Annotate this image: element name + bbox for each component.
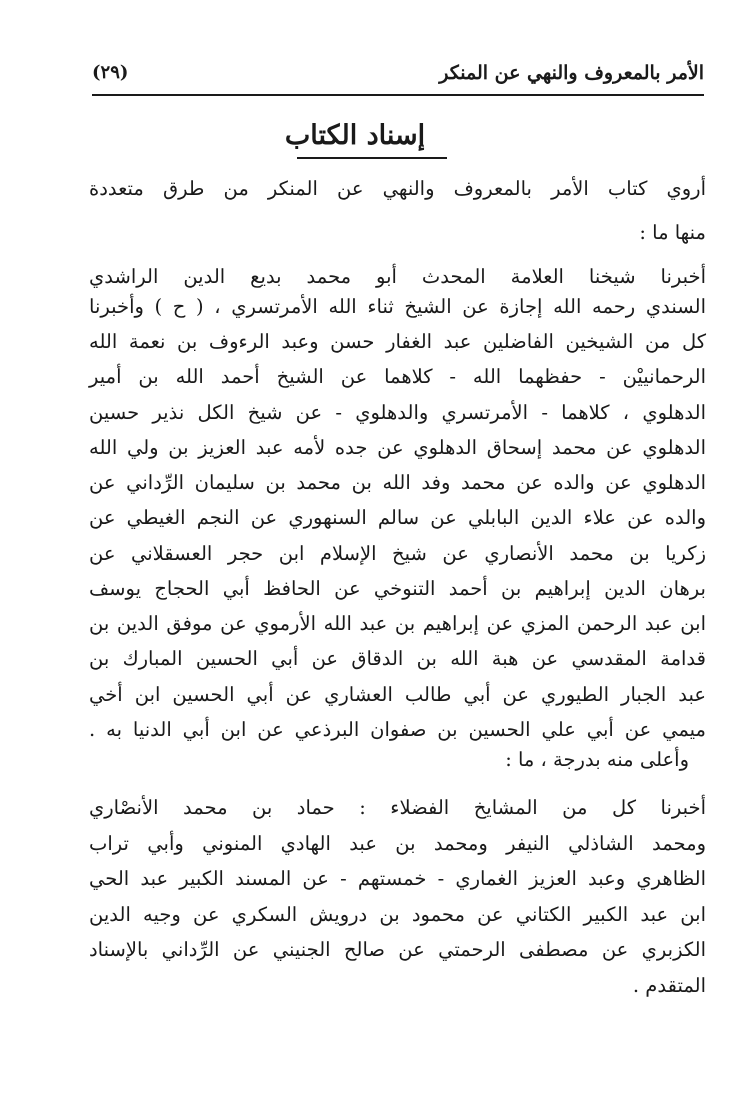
text-line: ميمي عن أبي علي الحسين بن صفوان البرذعي عن ابن أبي الدنيا به . bbox=[89, 718, 706, 741]
text-line: وأعلى منه بدرجة ، ما : bbox=[505, 748, 689, 771]
text-line: ومحمد الشاذلي النيفر ومحمد بن عبد الهادي المنوني وأبي تراب bbox=[89, 832, 706, 855]
section-title-underline bbox=[297, 157, 447, 159]
text-line: والده عن علاء الدين البابلي عن سالم السنهوري عن النجم الغيطي عن bbox=[89, 506, 706, 529]
text-line: أروي كتاب الأمر بالمعروف والنهي عن المنكر من طرق متعددة bbox=[89, 177, 706, 200]
text-line: الدهلوي عن والده عن محمد وفد الله بن محمد بن سليمان الرِّداني عن bbox=[89, 471, 706, 494]
text-line: أخبرنا كل من المشايخ الفضلاء : حماد بن محمد الأنصْاري bbox=[89, 796, 706, 819]
text-line: الرحمانييْن - حفظهما الله - كلاهما عن الشيخ أحمد الله بن أمير bbox=[89, 365, 706, 388]
text-line: الدهلوي ، كلاهما - الأمرتسري والدهلوي - عن شيخ الكل نذير حسين bbox=[89, 401, 706, 424]
text-line: ابن عبد الكبير الكتاني عن محمود بن درويش السكري عن وجيه الدين bbox=[89, 903, 706, 926]
header-divider bbox=[92, 94, 704, 96]
text-line: قدامة المقدسي عن هبة الله بن الدقاق عن أبي الحسين المبارك بن bbox=[89, 647, 706, 670]
text-line: السندي رحمه الله إجازة عن الشيخ ثناء الله الأمرتسري ، ( ح ) وأخبرنا bbox=[89, 295, 706, 318]
running-header bbox=[92, 60, 704, 96]
text-line: زكريا بن محمد الأنصاري عن شيخ الإسلام ابن حجر العسقلاني عن bbox=[89, 542, 706, 565]
page-number: (٢٩) bbox=[92, 62, 129, 83]
text-line: المتقدم . bbox=[632, 974, 706, 997]
header-title: الأمر بالمعروف والنهي عن المنكر bbox=[439, 62, 704, 84]
section-title: إسناد الكتاب bbox=[284, 120, 426, 151]
text-line: منها ما : bbox=[639, 221, 706, 244]
text-line: برهان الدين إبراهيم بن أحمد التنوخي عن الحافظ أبي الحجاج يوسف bbox=[89, 577, 706, 600]
text-line: الظاهري وعبد العزيز الغماري - خمستهم - عن المسند الكبير عبد الحي bbox=[89, 867, 706, 890]
text-line: ابن عبد الرحمن المزي عن إبراهيم بن عبد الله الأرموي عن موفق الدين بن bbox=[89, 612, 706, 635]
text-line: أخبرنا شيخنا العلامة المحدث أبو محمد بديع الدين الراشدي bbox=[89, 265, 706, 288]
text-line: عبد الجبار الطيوري عن أبي طالب العشاري عن أبي الحسين ابن أخي bbox=[89, 683, 706, 706]
text-line: الدهلوي عن محمد إسحاق الدهلوي عن جده لأمه عبد العزيز بن ولي الله bbox=[89, 436, 706, 459]
text-line: الكزبري عن مصطفى الرحمتي عن صالح الجنيني عن الرِّداني بالإسناد bbox=[89, 938, 706, 961]
text-line: كل من الشيخين الفاضلين عبد الغفار حسن وعبد الرءوف بن نعمة الله bbox=[89, 330, 706, 353]
